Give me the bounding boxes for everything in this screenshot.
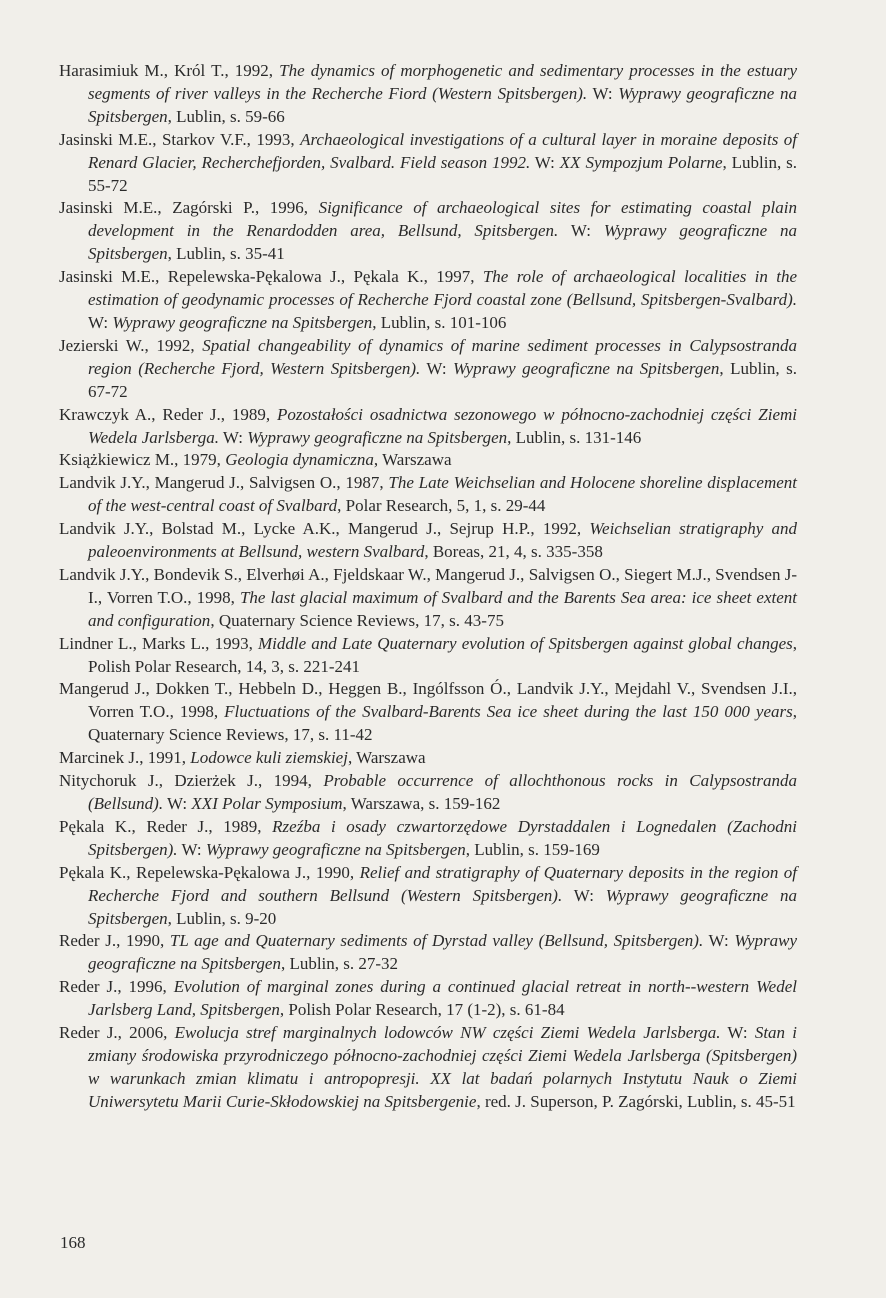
reference-authors-year: Landvik J.Y., Bondevik S., Elverhøi A., Fjeldskaar W., Mangerud J., Salvigsen O., Siegert M.J., Svendsen J-I., Vorren T.O., 1998, xyxy=(59,564,797,607)
reference-source: Wyprawy geograficzne na Spitsbergen xyxy=(88,83,797,126)
reference-entry xyxy=(59,266,797,335)
reference-publication-details: , Lublin, s. 55-72 xyxy=(88,152,797,195)
reference-authors-year: Marcinek J., 1991, xyxy=(59,748,191,768)
reference-title: Fluctuations of the Svalbard-Barents Sea ice sheet during the last 150 000 years xyxy=(224,702,793,722)
reference-authors-year: Landvik J.Y., Mangerud J., Salvigsen O., 1987, xyxy=(59,473,389,493)
reference-in-marker: W: xyxy=(703,931,735,951)
reference-authors-year: Reder J., 1990, xyxy=(59,931,170,951)
reference-authors-year: Reder J., 2006, xyxy=(59,1023,175,1043)
reference-in-marker: W: xyxy=(177,839,206,859)
reference-publication-details: , Lublin, s. 67-72 xyxy=(88,358,797,401)
reference-in-marker: W: xyxy=(88,312,113,332)
reference-publication-details: , red. J. Superson, P. Zagórski, Lublin, s. 45-51 xyxy=(476,1091,796,1111)
reference-authors-year: Jezierski W., 1992, xyxy=(59,335,203,355)
reference-entry xyxy=(59,976,797,1022)
reference-publication-details: , Warszawa xyxy=(373,450,452,470)
reference-entry xyxy=(59,1022,797,1114)
reference-publication-details: , Warszawa xyxy=(347,748,426,768)
reference-title: Relief and stratigraphy of Quaternary deposits in the region of Recherche Fjord and southern Bellsund (Western Spitsbergen). xyxy=(88,862,797,905)
reference-publication-details: , Lublin, s. 101-106 xyxy=(372,312,507,332)
reference-publication-details: , Polish Polar Research, 17 (1-2), s. 61-84 xyxy=(279,1000,565,1020)
reference-entry xyxy=(59,60,797,129)
reference-in-marker: W: xyxy=(163,794,192,813)
reference-authors-year: Mangerud J., Dokken T., Hebbeln D., Heggen B., Ingólfsson Ó., Landvik J.Y., Mejdahl V., Svendsen J.I., Vorren T.O., 1998, xyxy=(59,679,797,722)
reference-publication-details: , Lublin, s. 59-66 xyxy=(167,106,285,126)
reference-entry xyxy=(59,862,797,931)
reference-entry xyxy=(59,633,797,679)
reference-title: Probable occurrence of allochthonous rocks in Calypsostranda (Bellsund). xyxy=(88,771,797,813)
page-number: 168 xyxy=(60,1233,86,1252)
reference-publication-details: , Polish Polar Research, 14, 3, s. 221-241 xyxy=(88,633,797,676)
reference-title: Significance of archaeological sites for estimating coastal plain development in the Renardodden area, Bellsund, Spitsbergen. xyxy=(88,198,797,241)
reference-source: Wyprawy geograficzne na Spitsbergen xyxy=(453,358,720,378)
reference-source: Wyprawy geograficzne na Spitsbergen xyxy=(88,221,797,264)
reference-entry xyxy=(59,816,797,862)
reference-source: Stan i zmiany środowiska przyrodniczego północno-zachodniej części Ziemi Wedela Jarlsberga (Spitsbergen) w warunkach zmian klimatu i antropopresji. XX lat badań polarnych Instytutu Nauk o Ziemi Uniwersytetu Marii Curie-Skłodowskiej na Spitsbergenie xyxy=(88,1023,797,1111)
reference-entry xyxy=(59,449,797,472)
reference-entry xyxy=(59,404,797,450)
reference-title: Archaeological investigations of a cultural layer in moraine deposits of Renard Glacier, Recherchefjorden, Svalbard. Field season 1992. xyxy=(88,129,797,172)
reference-title: Ewolucja stref marginalnych lodowców NW części Ziemi Wedela Jarlsberga. xyxy=(174,1023,721,1043)
reference-entry xyxy=(59,518,797,564)
reference-authors-year: Jasinski M.E., Starkov V.F., 1993, xyxy=(59,129,301,149)
reference-source: Wyprawy geograficzne na Spitsbergen xyxy=(88,885,797,928)
reference-authors-year: Landvik J.Y., Bolstad M., Lycke A.K., Mangerud J., Sejrup H.P., 1992, xyxy=(59,519,590,539)
reference-authors-year: Jasinski M.E., Repelewska-Pękalowa J., Pękala K., 1997, xyxy=(59,267,483,287)
reference-entry xyxy=(59,770,797,816)
reference-publication-details: , Warszawa, s. 159-162 xyxy=(342,794,501,813)
reference-in-marker: W: xyxy=(562,885,606,905)
reference-publication-details: , Quaternary Science Reviews, 17, s. 43-75 xyxy=(210,610,504,630)
reference-authors-year: Nitychoruk J., Dzierżek J., 1994, xyxy=(59,771,324,791)
reference-title: The last glacial maximum of Svalbard and the Barents Sea area: ice sheet extent and configuration xyxy=(88,587,797,630)
reference-authors-year: Jasinski M.E., Zagórski P., 1996, xyxy=(59,198,319,218)
reference-authors-year: Książkiewicz M., 1979, xyxy=(59,450,226,470)
reference-title: Pozostałości osadnictwa sezonowego w północno-zachodniej części Ziemi Wedela Jarlsberga. xyxy=(88,404,797,447)
reference-source: Wyprawy geograficzne na Spitsbergen xyxy=(88,931,797,974)
reference-publication-details: , Polar Research, 5, 1, s. 29-44 xyxy=(337,496,546,516)
reference-title: TL age and Quaternary sediments of Dyrstad valley (Bellsund, Spitsbergen). xyxy=(169,931,704,951)
reference-entry xyxy=(59,472,797,518)
reference-title: Geologia dynamiczna xyxy=(225,450,374,470)
reference-authors-year: Pękala K., Reder J., 1989, xyxy=(59,816,273,836)
reference-source: XXI Polar Symposium xyxy=(191,794,343,813)
reference-source: XX Sympozjum Polarne xyxy=(559,152,723,172)
reference-title: The dynamics of morphogenetic and sedimentary processes in the estuary segments of river valleys in the Recherche Fiord (Western Spitsbergen). xyxy=(88,61,797,103)
reference-source: Wyprawy geograficzne na Spitsbergen xyxy=(205,839,466,859)
reference-in-marker: W: xyxy=(587,83,619,103)
reference-authors-year: Krawczyk A., Reder J., 1989, xyxy=(59,404,277,424)
reference-entry xyxy=(59,747,797,770)
reference-in-marker: W: xyxy=(720,1023,755,1043)
reference-publication-details: , Lublin, s. 27-32 xyxy=(280,954,399,974)
reference-entry xyxy=(59,678,797,747)
reference-authors-year: Lindner L., Marks L., 1993, xyxy=(59,633,258,653)
reference-publication-details: , Lublin, s. 131-146 xyxy=(507,427,642,447)
reference-in-marker: W: xyxy=(218,427,248,447)
reference-publication-details: , Lublin, s. 9-20 xyxy=(167,908,277,928)
reference-source: Wyprawy geograficzne na Spitsbergen xyxy=(112,312,373,332)
reference-entry xyxy=(59,335,797,404)
reference-source: Wyprawy geograficzne na Spitsbergen xyxy=(247,427,508,447)
reference-authors-year: Pękala K., Repelewska-Pękalowa J., 1990, xyxy=(59,862,360,882)
reference-publication-details: , Boreas, 21, 4, s. 335-358 xyxy=(424,542,603,562)
reference-entry xyxy=(59,129,797,198)
reference-title: Weichselian stratigraphy and paleoenvironments at Bellsund, western Svalbard xyxy=(88,519,797,562)
reference-publication-details: , Quaternary Science Reviews, 17, s. 11-42 xyxy=(88,702,797,745)
reference-title: Lodowce kuli ziemskiej xyxy=(190,748,348,768)
reference-title: Rzeźba i osady czwartorzędowe Dyrstaddalen i Lognedalen (Zachodni Spitsbergen). xyxy=(88,816,797,859)
reference-list xyxy=(59,60,797,1114)
reference-title: The Late Weichselian and Holocene shoreline displacement of the west-central coast of Svalbard xyxy=(88,473,797,516)
reference-entry xyxy=(59,197,797,266)
reference-publication-details: , Lublin, s. 35-41 xyxy=(167,244,285,264)
reference-in-marker: W: xyxy=(420,358,453,378)
reference-title: The role of archaeological localities in the estimation of geodynamic processes of Recherche Fjord coastal zone (Bellsund, Spitsbergen-Svalbard). xyxy=(88,267,797,310)
reference-authors-year: Harasimiuk M., Król T., 1992, xyxy=(59,61,280,80)
reference-in-marker: W: xyxy=(558,221,604,241)
reference-in-marker: W: xyxy=(530,152,560,172)
reference-title: Middle and Late Quaternary evolution of Spitsbergen against global changes xyxy=(257,633,793,653)
reference-authors-year: Reder J., 1996, xyxy=(59,977,174,997)
reference-publication-details: , Lublin, s. 159-169 xyxy=(465,839,600,859)
reference-title: Evolution of marginal zones during a continued glacial retreat in north--western Wedel Jarlsberg Land, Spitsbergen xyxy=(88,977,797,1020)
reference-entry xyxy=(59,930,797,976)
reference-entry xyxy=(59,564,797,633)
reference-title: Spatial changeability of dynamics of marine sediment processes in Calypsostranda region (Recherche Fjord, Western Spitsbergen). xyxy=(88,335,798,378)
